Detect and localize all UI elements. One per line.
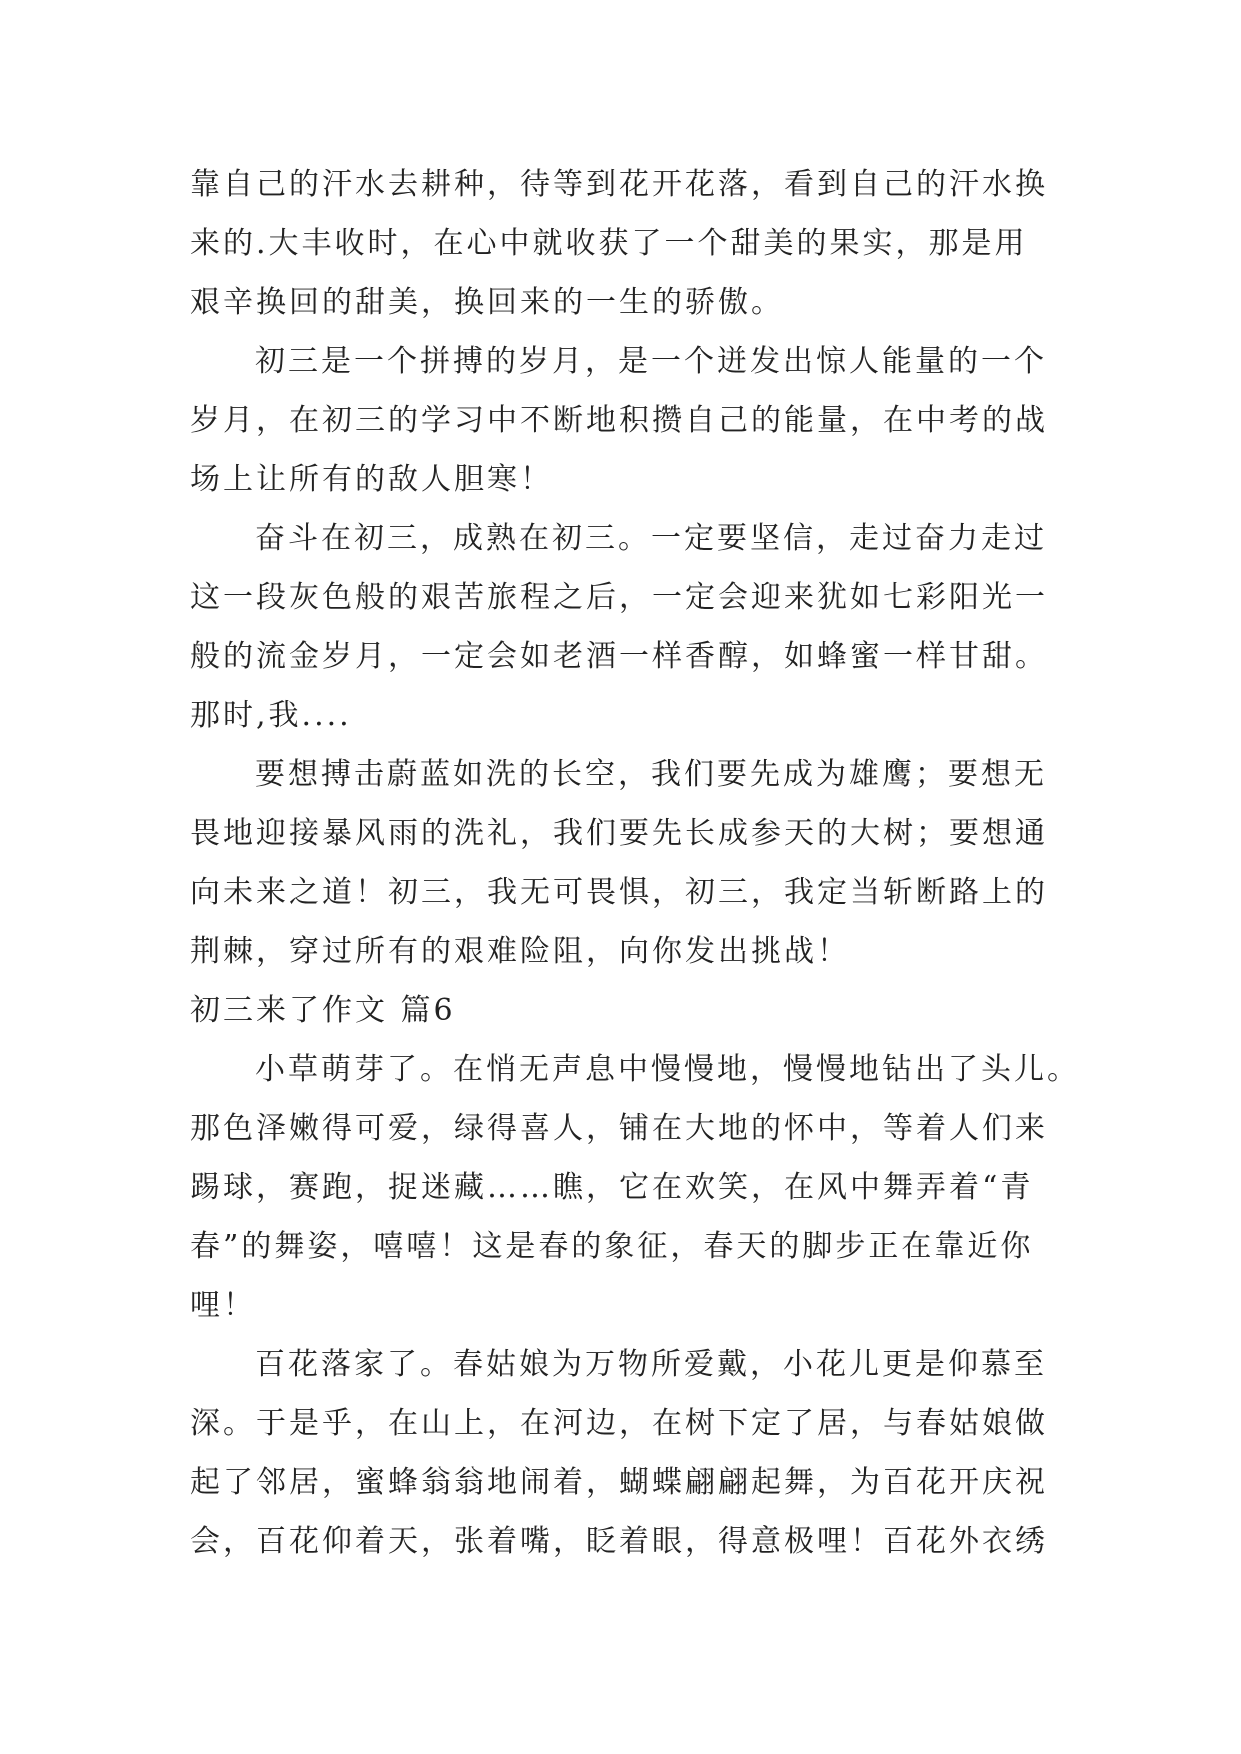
text-line: 春”的舞姿，嘻嘻！这是春的象征，春天的脚步正在靠近你: [190, 1229, 1034, 1264]
text-line: 踢球，赛跑，捉迷藏……瞧，它在欢笑，在风中舞弄着“青: [190, 1170, 1034, 1205]
paragraph-first-line: 百花落家了。春姑娘为万物所爱戴，小花儿更是仰慕至: [255, 1347, 1047, 1382]
text-line: 艰辛换回的甜美，换回来的一生的骄傲。: [190, 285, 784, 320]
text-line: 那时,我....: [190, 698, 352, 733]
text-line: 会，百花仰着天，张着嘴，眨着眼，得意极哩！百花外衣绣: [190, 1524, 1048, 1559]
text-line: 岁月，在初三的学习中不断地积攒自己的能量，在中考的战: [190, 403, 1048, 438]
text-line: 向未来之道！初三，我无可畏惧，初三，我定当斩断路上的: [190, 875, 1048, 910]
section-heading: 初三来了作文 篇6: [190, 993, 456, 1028]
text-line: 场上让所有的敌人胆寒！: [190, 462, 553, 497]
paragraph-first-line: 小草萌芽了。在悄无声息中慢慢地，慢慢地钻出了头儿。: [255, 1052, 1080, 1087]
text-line: 来的.大丰收时，在心中就收获了一个甜美的果实，那是用: [190, 226, 1028, 261]
text-line: 这一段灰色般的艰苦旅程之后，一定会迎来犹如七彩阳光一: [190, 580, 1048, 615]
text-line: 畏地迎接暴风雨的洗礼，我们要先长成参天的大树；要想通: [190, 816, 1048, 851]
text-line: 那色泽嫩得可爱，绿得喜人，铺在大地的怀中，等着人们来: [190, 1111, 1048, 1146]
text-line: 靠自己的汗水去耕种，待等到花开花落，看到自己的汗水换: [190, 167, 1048, 202]
text-line: 起了邻居，蜜蜂翁翁地闹着，蝴蝶翩翩起舞，为百花开庆祝: [190, 1465, 1048, 1500]
text-line: 深。于是乎，在山上，在河边，在树下定了居，与春姑娘做: [190, 1406, 1048, 1441]
paragraph-first-line: 要想搏击蔚蓝如洗的长空，我们要先成为雄鹰；要想无: [255, 757, 1047, 792]
text-line: 荆棘，穿过所有的艰难险阻，向你发出挑战！: [190, 934, 850, 969]
text-line: 般的流金岁月，一定会如老酒一样香醇，如蜂蜜一样甘甜。: [190, 639, 1048, 674]
text-line: 哩！: [190, 1288, 256, 1323]
paragraph-first-line: 初三是一个拼搏的岁月，是一个迸发出惊人能量的一个: [255, 344, 1047, 379]
paragraph-first-line: 奋斗在初三，成熟在初三。一定要坚信，走过奋力走过: [255, 521, 1047, 556]
